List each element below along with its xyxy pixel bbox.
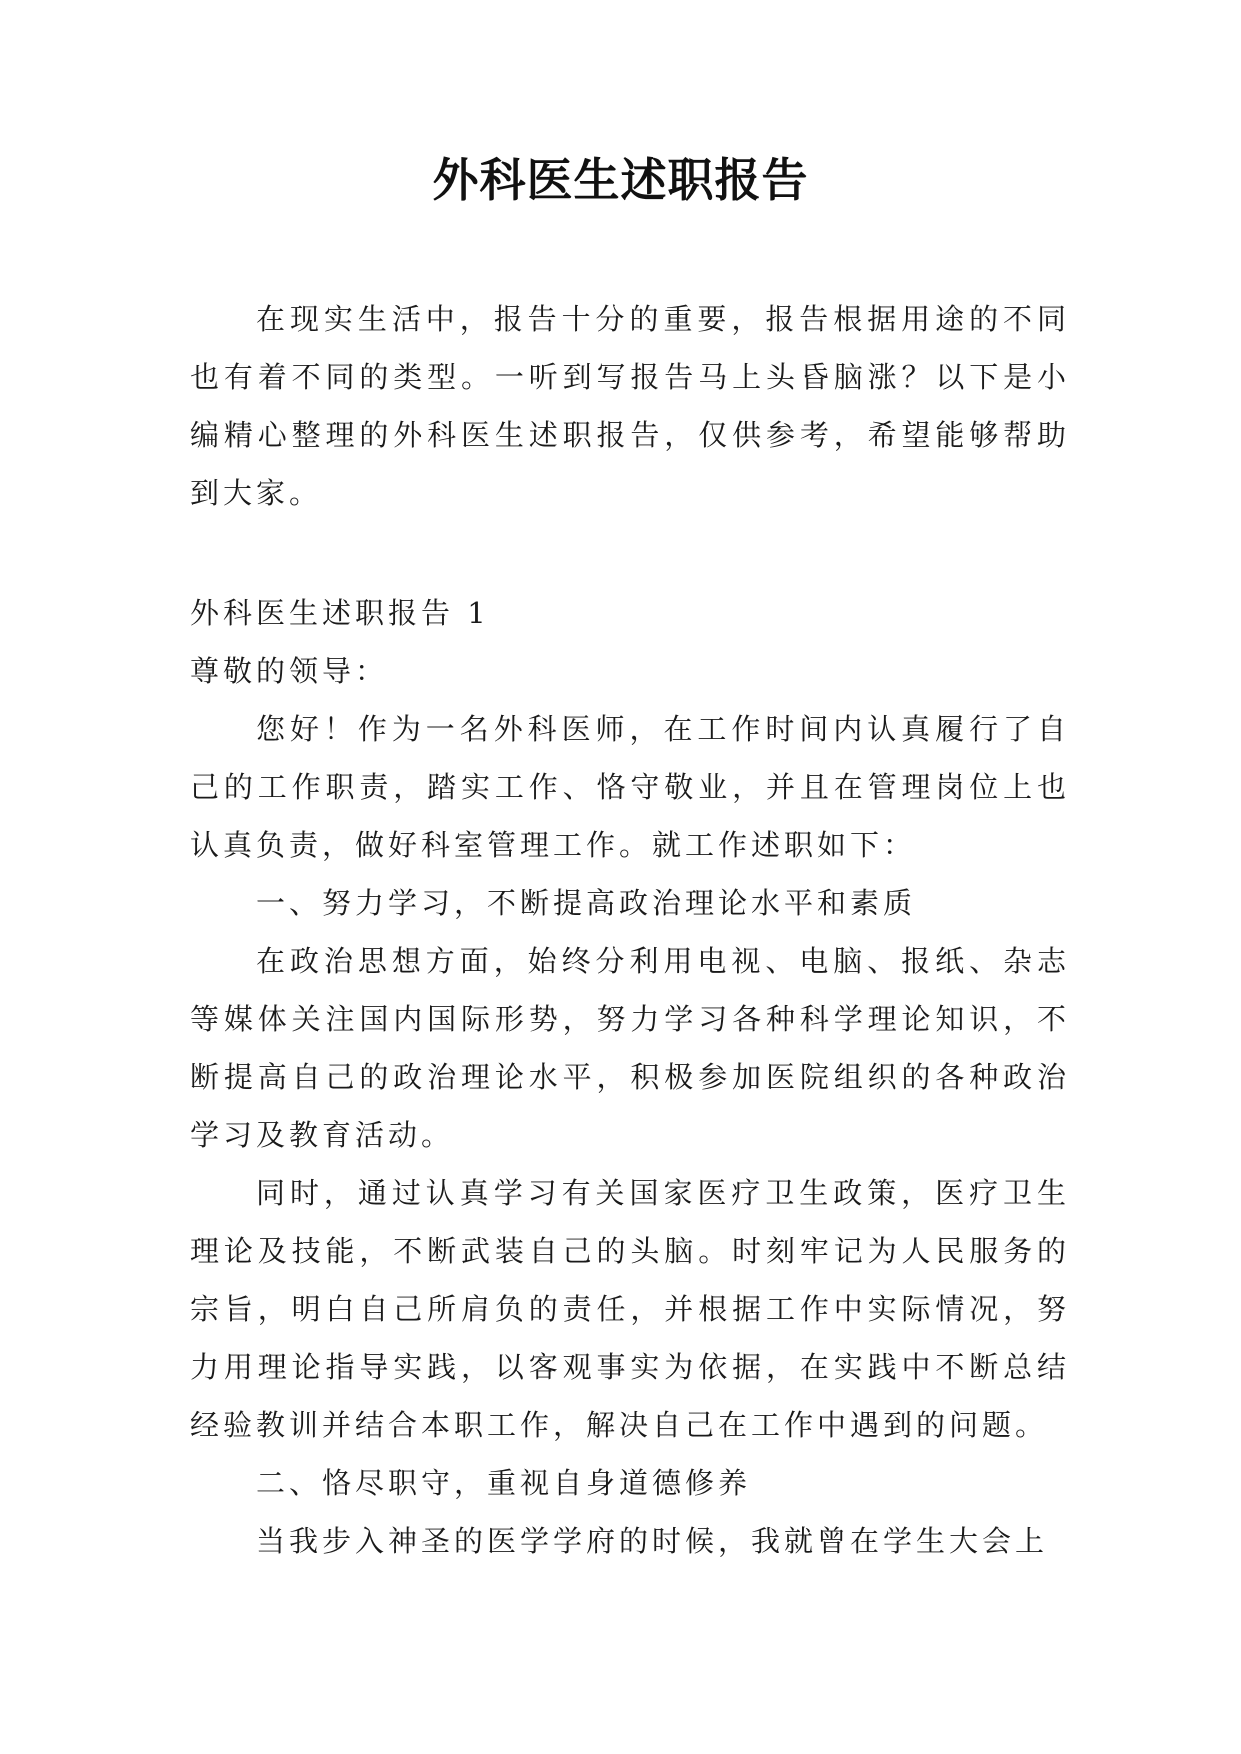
- document-body: [190, 290, 1070, 1570]
- body-paragraph-medical-school: 当我步入神圣的医学学府的时候，我就曾在学生大会上: [256, 1524, 1049, 1558]
- body-paragraph-greeting: 您好！作为一名外科医师，在工作时间内认真履行了自己的工作职责，踏实工作、恪守敬业，并且在管理岗位上也认真负责，做好科室管理工作。就工作述职如下：: [190, 712, 1070, 862]
- subheading-study: 一、努力学习，不断提高政治理论水平和素质: [256, 886, 917, 920]
- salutation: 尊敬的领导：: [190, 654, 389, 688]
- document-title: 外科医生述职报告: [432, 153, 809, 207]
- section-heading: 外科医生述职报告 1: [190, 596, 490, 630]
- intro-paragraph: 在现实生活中，报告十分的重要，报告根据用途的不同也有着不同的类型。一听到写报告马上头昏脑涨？以下是小编精心整理的外科医生述职报告，仅供参考，希望能够帮助到大家。: [190, 302, 1070, 510]
- body-paragraph-policy: 同时，通过认真学习有关国家医疗卫生政策，医疗卫生理论及技能，不断武装自己的头脑。时刻牢记为人民服务的宗旨，明白自己所肩负的责任，并根据工作中实际情况，努力用理论指导实践，以客观事实为依据，在实践中不断总结经验教训并结合本职工作，解决自己在工作中遇到的问题。: [190, 1176, 1070, 1442]
- subheading-ethics: 二、恪尽职守，重视自身道德修养: [256, 1466, 752, 1500]
- section-spacer: [190, 522, 1070, 584]
- body-paragraph-politics: 在政治思想方面，始终分利用电视、电脑、报纸、杂志等媒体关注国内国际形势，努力学习各种科学理论知识，不断提高自己的政治理论水平，积极参加医院组织的各种政治学习及教育活动。: [190, 944, 1070, 1152]
